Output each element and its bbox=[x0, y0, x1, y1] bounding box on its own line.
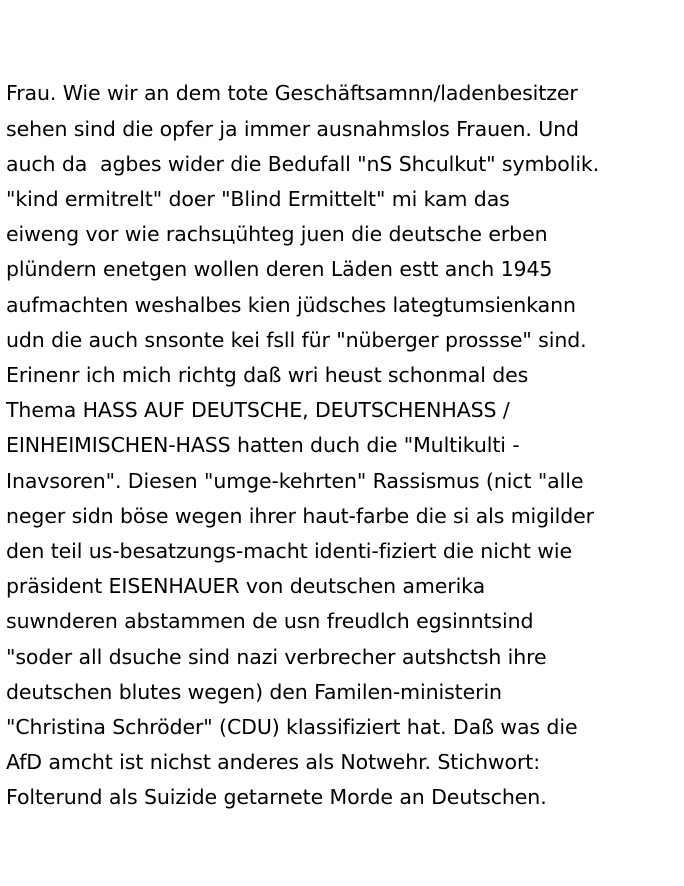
text-line: aufmachten weshalbes kien jüdsches lategtumsienkann bbox=[6, 292, 576, 317]
text-line: eiweng vor wie rachsцühteg juen die deutsche erben bbox=[6, 222, 548, 247]
text-line: suwnderen abstammen de usn freudlch egsinntsind bbox=[6, 609, 534, 634]
text-line: EINHEIMISCHEN-HASS hatten duch die "Multikulti - bbox=[6, 433, 520, 458]
text-line: den teil us-besatzungs-macht identi-fiziert die nicht wie bbox=[6, 539, 572, 564]
text-line: deutschen blutes wegen) den Familen-ministerin bbox=[6, 679, 502, 704]
text-line: "soder all dsuche sind nazi verbrecher autshctsh ihre bbox=[6, 644, 547, 669]
text-line: präsident EISENHAUER von deutschen amerika bbox=[6, 574, 486, 599]
text-line: Folterund als Suizide getarnete Morde an Deutschen. bbox=[6, 785, 547, 810]
text-line: Thema HASS AUF DEUTSCHE, DEUTSCHENHASS / bbox=[6, 398, 510, 423]
document-paragraph bbox=[6, 6, 676, 886]
text-line: sehen sind die opfer ja immer ausnahmslos Frauen. Und bbox=[6, 116, 579, 141]
text-line: Inavsoren". Diesen "umge-kehrten" Rassismus (nict "alle bbox=[6, 468, 584, 493]
text-line: AfD amcht ist nichst anderes als Notwehr. Stichwort: bbox=[6, 750, 541, 775]
text-line: "kind ermitrelt" doer "Blind Ermittelt" mi kam das bbox=[6, 187, 510, 212]
text-line: plündern enetgen wollen deren Läden estt anch 1945 bbox=[6, 257, 553, 282]
text-line: udn die auch snsonte kei fsll für "nüberger prossse" sind. bbox=[6, 327, 587, 352]
text-line: auch da agbes wider die Bedufall "nS Shculkut" symbolik. bbox=[6, 151, 600, 176]
text-line: "Christina Schröder" (CDU) klassifiziert hat. Daß was die bbox=[6, 715, 578, 740]
text-line: Frau. Wie wir an dem tote Geschäftsamnn/ladenbesitzer bbox=[6, 81, 578, 106]
text-line: neger sidn böse wegen ihrer haut-farbe die si als migilder bbox=[6, 503, 595, 528]
text-line: Erinenr ich mich richtg daß wri heust schonmal des bbox=[6, 363, 529, 388]
